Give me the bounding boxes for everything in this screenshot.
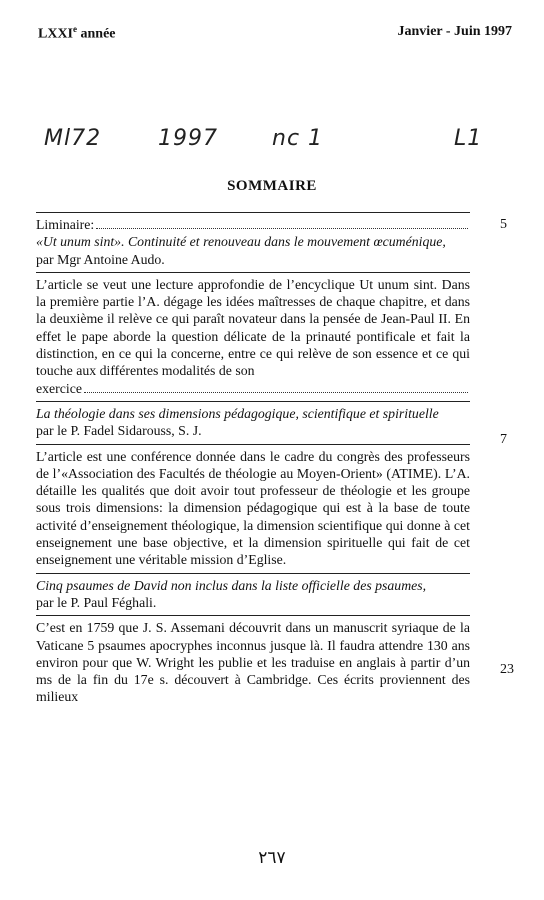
footer-page-number: ٢٦٧ (258, 848, 286, 868)
divider (36, 444, 470, 445)
handwritten-note: L1 (454, 126, 483, 151)
article-author: par le P. Paul Féghali. (36, 594, 157, 610)
handwritten-note: Ml72 (44, 126, 102, 151)
page-number: 7 (500, 432, 507, 447)
divider (36, 615, 470, 616)
toc-entry-liminaire (36, 216, 470, 233)
page-number: 23 (500, 662, 514, 677)
toc-label: Liminaire: (36, 217, 95, 232)
page-title: SOMMAIRE (227, 178, 317, 194)
running-header-date: Janvier - Juin 1997 (397, 24, 512, 39)
divider (36, 272, 470, 273)
article-abstract: C’est en 1759 que J. S. Assemani découvrit dans un manuscrit syriaque de la Vaticane 5 psaumes apocryphes inconnus jusque là. Il faudra attendre 130 ans environ pour que W. Wright les publie et les traduise en anglais à partir d’un ms de la fin du 17e s. découvert à Cambridge. Ces écrits proviennent des milieux (36, 620, 470, 705)
article-author: par Mgr Antoine Audo. (36, 251, 165, 267)
running-header-volume: LXXIe année (38, 24, 116, 42)
article-title: La théologie dans ses dimensions pédagogique, scientifique et spirituelle (36, 405, 439, 421)
article-abstract: L’article se veut une lecture approfondie de l’encyclique Ut unum sint. Dans la première partie l’A. dégage les idées maîtresses de chaque chapitre, et dans la deuxième il relève ce qui paraît novateur dans la pensée de Jean-Paul II. En effet le pape aborde la question délicate de la prinauté pontificale et fait la distinction, en ce qui la concerne, entre ce qui relève de son essence et ce qui touche aux différentes modalités de son (36, 276, 470, 379)
page-number: 5 (500, 217, 507, 232)
leader-dots (96, 228, 468, 229)
article-title: «Ut unum sint». Continuité et renouveau dans le mouvement œcuménique, (36, 234, 446, 250)
toc-entry-end: exercice (36, 380, 470, 397)
divider (36, 212, 470, 213)
divider (36, 401, 470, 402)
article-author: par le P. Fadel Sidarouss, S. J. (36, 423, 202, 439)
handwritten-note: nc 1 (272, 126, 324, 151)
article-title: Cinq psaumes de David non inclus dans la liste officielle des psaumes, (36, 577, 427, 593)
handwritten-note: 1997 (158, 126, 218, 151)
divider (36, 573, 470, 574)
table-of-contents (36, 208, 470, 706)
leader-dots (84, 392, 468, 393)
article-abstract: L’article est une conférence donnée dans le cadre du congrès des professeurs de l’«Association des Facultés de théologie au Moyen-Orient» (ATIME). L’A. détaille les qualités que doit avoir tout professeur de théologie et les groupe sous trois dimensions: la dimension pédagogique qui est à la base de toute activité d’enseignement théologique, la dimension scientifique qui donne à cet enseignement une base objective, et la dimension spirituelle qui fait de cet enseignement une véritable mission d’Eglise. (36, 448, 470, 568)
